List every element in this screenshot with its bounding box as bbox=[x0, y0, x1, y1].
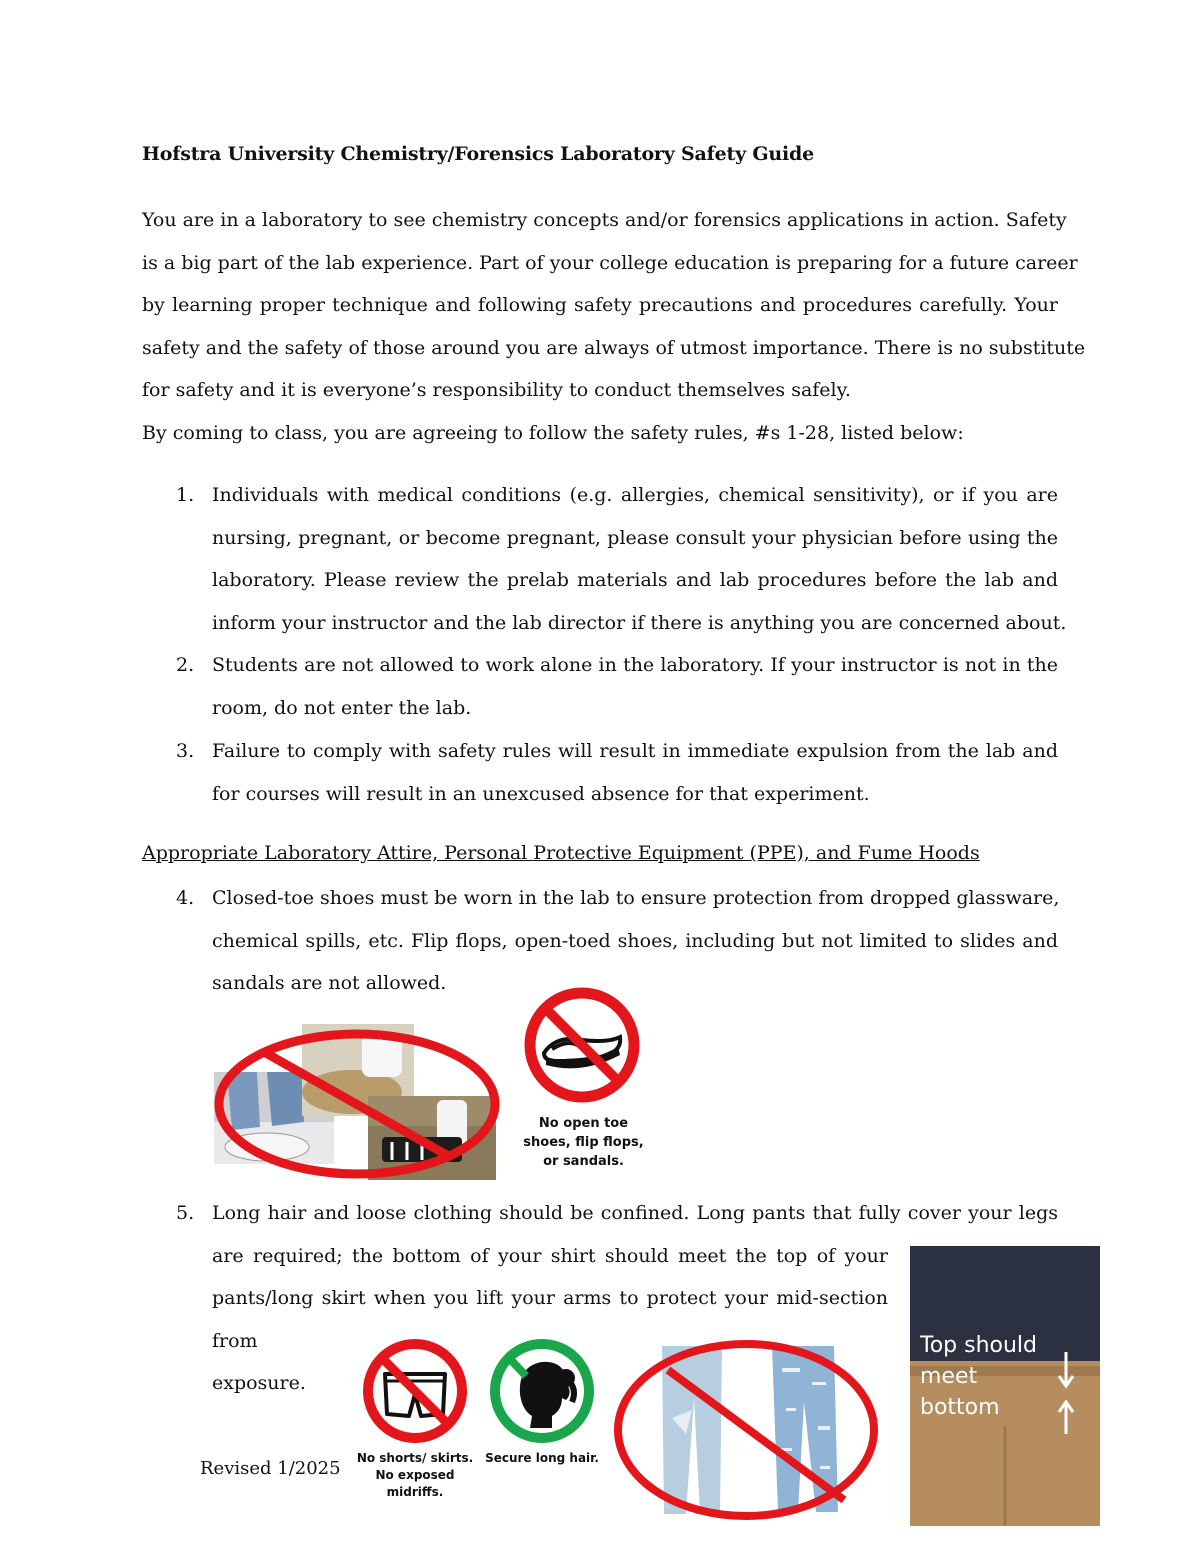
intro-line: by learning proper technique and following safety precautions and procedures carefully. Your bbox=[142, 294, 1058, 316]
intro-line: is a big part of the lab experience. Part of your college education is preparing for a future career bbox=[142, 251, 1078, 274]
document-title: Hofstra University Chemistry/Forensics Laboratory Safety Guide bbox=[142, 143, 814, 165]
rule-line: Individuals with medical conditions (e.g. allergies, chemical sensitivity), or if you are bbox=[212, 484, 1058, 506]
secure-hair-sign bbox=[482, 1336, 602, 1466]
no-torn-jeans-sign bbox=[612, 1338, 880, 1522]
rule-line: exposure. bbox=[212, 1372, 306, 1394]
rule-line: Closed-toe shoes must be worn in the lab to ensure protection from dropped glassware, bbox=[212, 887, 1060, 909]
no-open-toe-caption bbox=[516, 1114, 651, 1171]
rule-line: nursing, pregnant, or become pregnant, please consult your physician before using the bbox=[212, 526, 1058, 549]
agreement-line: By coming to class, you are agreeing to follow the safety rules, #s 1-28, listed below: bbox=[142, 421, 964, 444]
caption-line: shoes, flip flops, bbox=[523, 1135, 644, 1150]
caption-line: Top should bbox=[920, 1333, 1038, 1358]
caption-line: No shorts/ skirts. bbox=[356, 1451, 474, 1465]
caption-line: midriffs. bbox=[386, 1485, 444, 1499]
section-heading: Appropriate Laboratory Attire, Personal Protective Equipment (PPE), and Fume Hoods bbox=[142, 842, 980, 864]
rule-line: chemical spills, etc. Flip flops, open-toed shoes, including but not limited to slides and bbox=[212, 929, 1058, 952]
caption-line: Secure long hair. bbox=[485, 1451, 599, 1465]
caption-line: bottom bbox=[920, 1395, 1000, 1420]
rule-number: 2. bbox=[176, 654, 195, 676]
rule-line: inform your instructor and the lab director if there is anything you are concerned about. bbox=[212, 611, 1067, 634]
caption-line: or sandals. bbox=[543, 1154, 624, 1169]
rule-number: 1. bbox=[176, 484, 195, 506]
rule-line: sandals are not allowed. bbox=[212, 972, 447, 994]
rule-line: from bbox=[212, 1329, 258, 1352]
revision-footer: Revised 1/2025 bbox=[200, 1458, 341, 1479]
intro-line: You are in a laboratory to see chemistry concepts and/or forensics applications in action. Safety bbox=[142, 209, 1067, 231]
intro-line: safety and the safety of those around you are always of utmost importance. There is no substitute bbox=[142, 336, 1086, 359]
rule-line: Failure to comply with safety rules will result in immediate expulsion from the lab and bbox=[212, 740, 1058, 762]
secure-hair-caption bbox=[482, 1450, 602, 1467]
no-shorts-sign bbox=[355, 1336, 475, 1499]
no-sandals-sign bbox=[516, 985, 651, 1170]
rule-line: Long hair and loose clothing should be confined. Long pants that fully cover your legs bbox=[212, 1202, 1058, 1224]
caption-line: No open toe bbox=[538, 1116, 629, 1131]
rule-line: pants/long skirt when you lift your arms to protect your mid-section bbox=[212, 1287, 888, 1309]
rule-line: Students are not allowed to work alone in the laboratory. If your instructor is not in the bbox=[212, 654, 1058, 676]
no-shorts-caption bbox=[355, 1450, 475, 1501]
shoe-photo-collage bbox=[212, 1022, 502, 1182]
rule-number: 3. bbox=[176, 740, 195, 762]
shirt-photo-caption bbox=[920, 1330, 1037, 1423]
rule-line: for courses will result in an unexcused absence for that experiment. bbox=[212, 782, 870, 805]
shirt-pants-photo bbox=[910, 1246, 1100, 1526]
rule-line: laboratory. Please review the prelab materials and lab procedures before the lab and bbox=[212, 569, 1058, 591]
rule-number: 5. bbox=[176, 1202, 195, 1224]
caption-line: meet bbox=[920, 1364, 978, 1389]
rule-line: room, do not enter the lab. bbox=[212, 696, 472, 719]
caption-line: No exposed bbox=[375, 1468, 455, 1482]
intro-paragraph bbox=[142, 199, 1086, 454]
intro-line: for safety and it is everyone’s responsibility to conduct themselves safely. bbox=[142, 379, 851, 401]
rule-number: 4. bbox=[176, 887, 195, 909]
rule-line: are required; the bottom of your shirt should meet the top of your bbox=[212, 1244, 888, 1267]
